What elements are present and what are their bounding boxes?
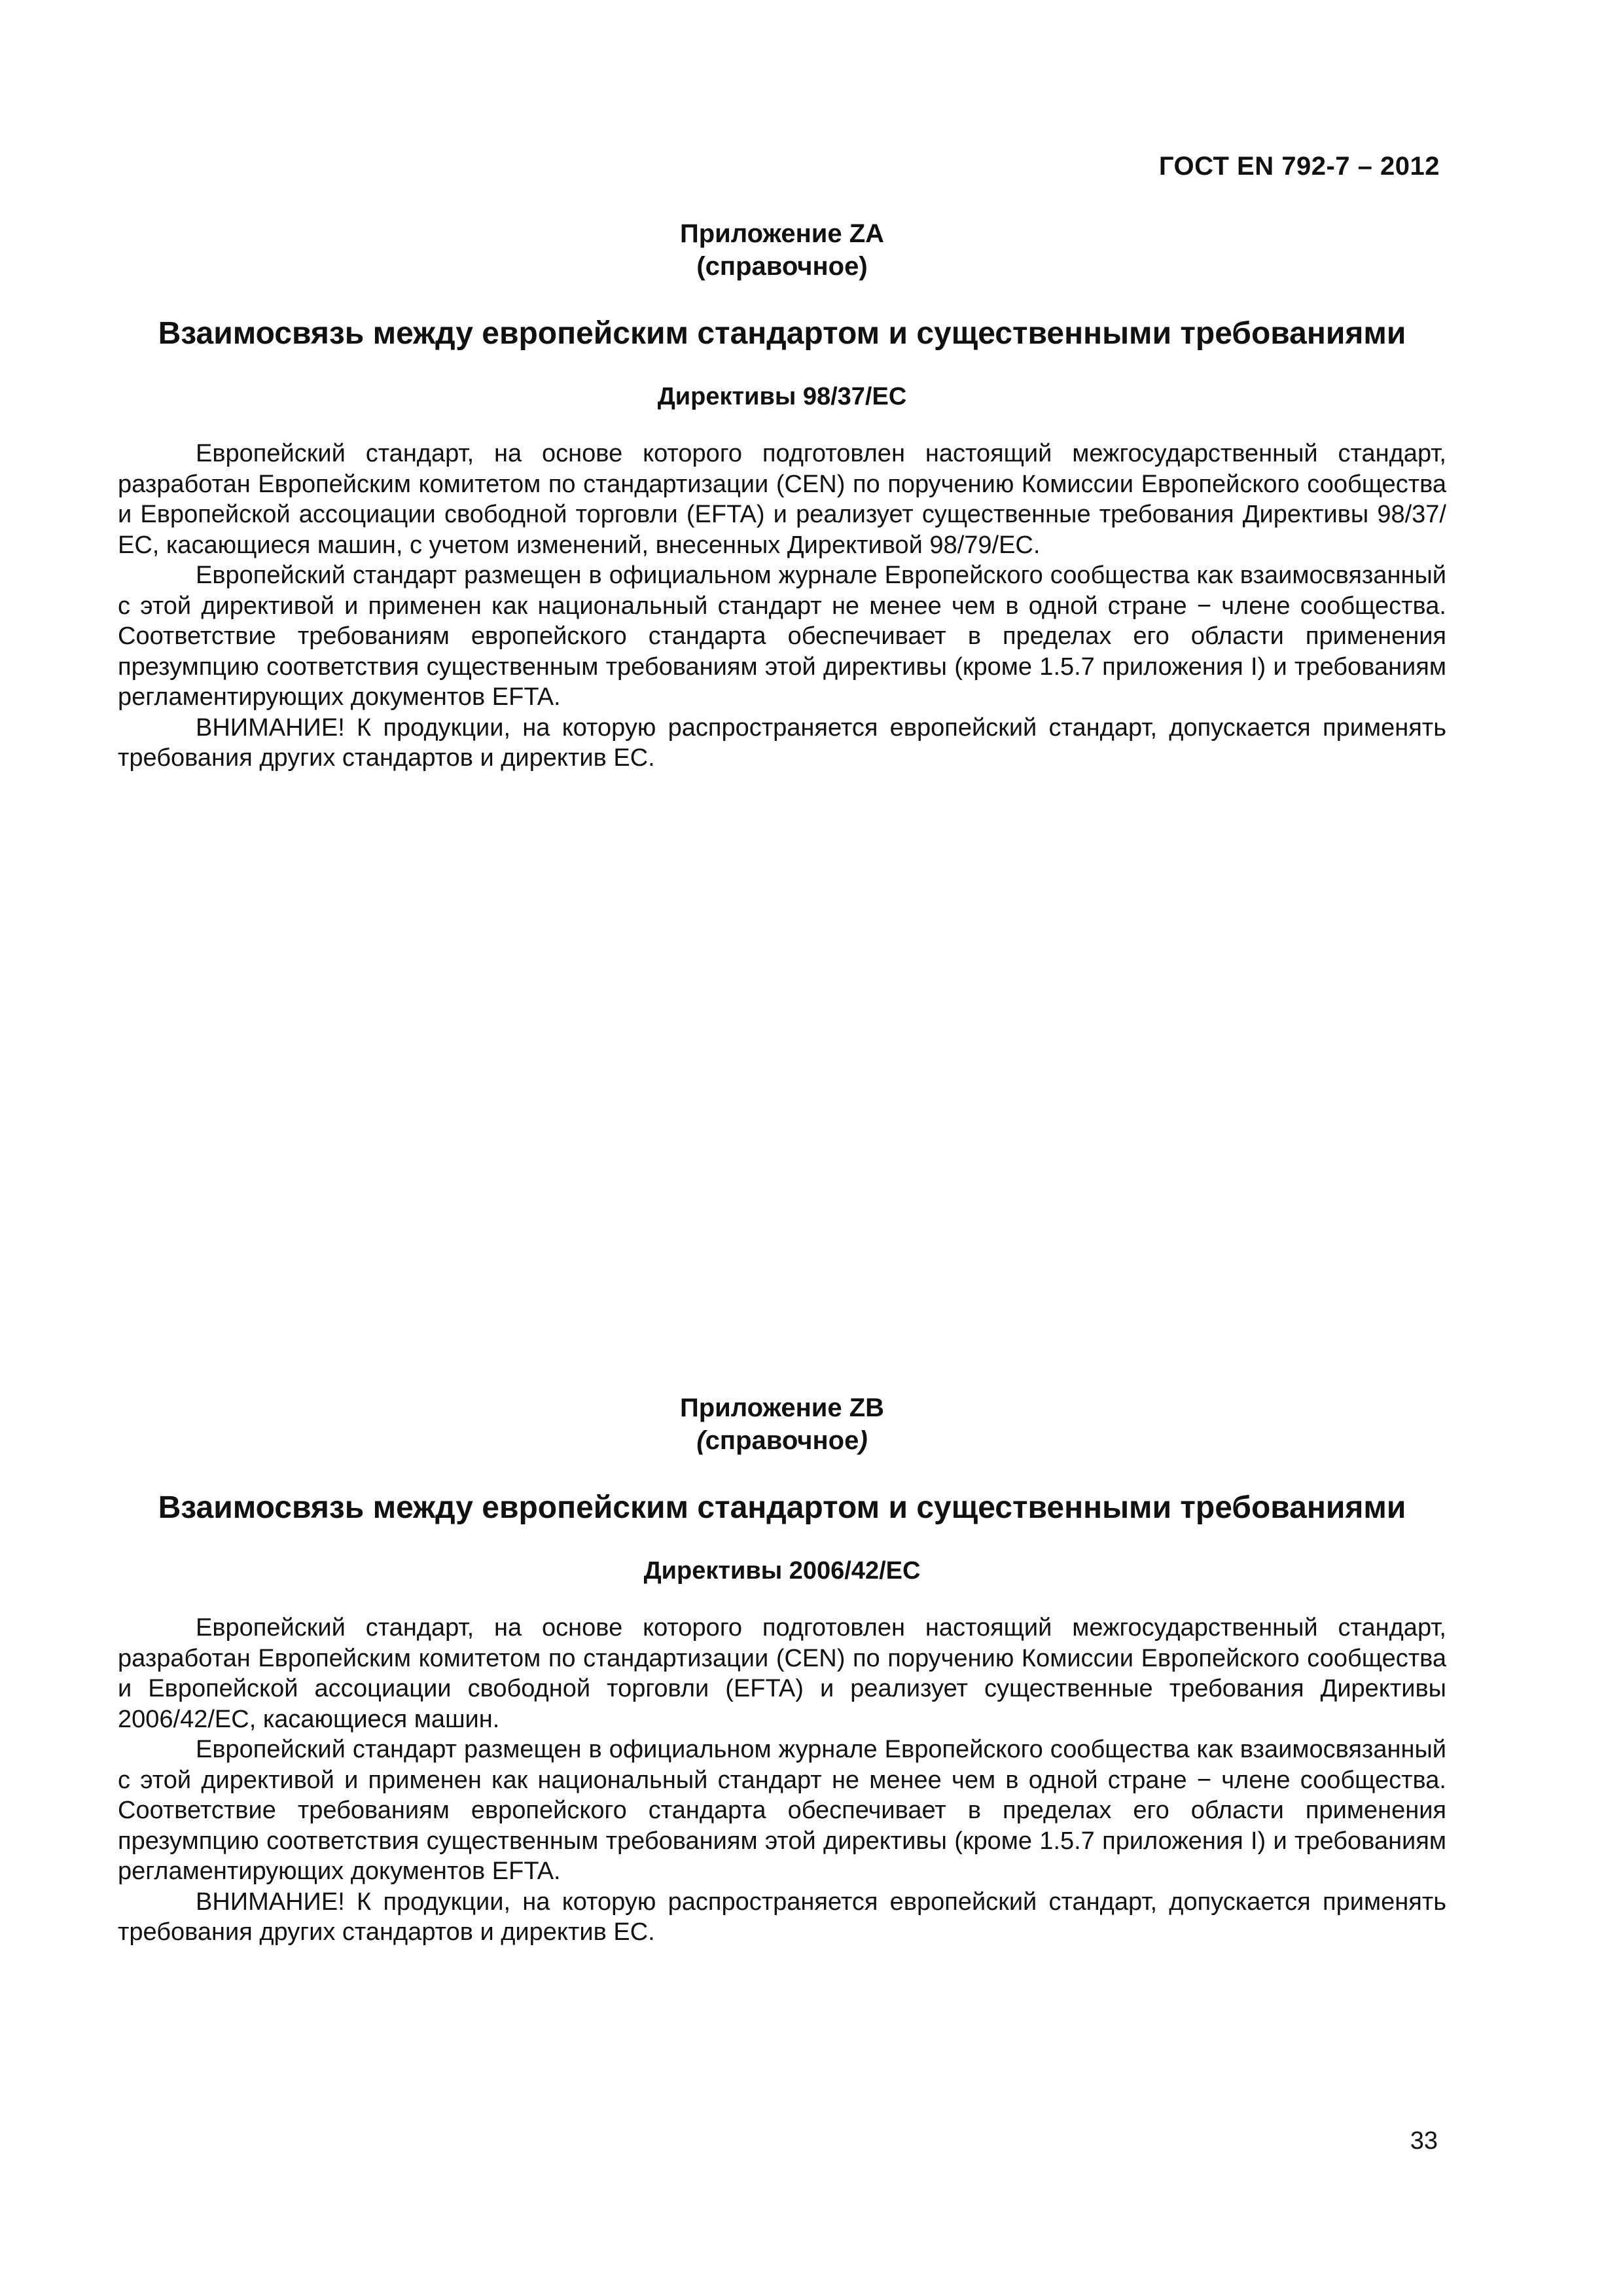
annex-kind-close-paren: ) <box>859 1426 868 1455</box>
standard-code: ГОСТ EN 792-7 – 2012 <box>1158 152 1440 181</box>
annex-zb <box>118 1391 1446 1948</box>
paragraph: ВНИМАНИЕ! К продукции, на которую распространяется европейский стандарт, допускается применять требования других стандартов и директив ЕС. <box>118 713 1446 772</box>
directive-title: Директивы 98/37/ЕС <box>657 383 907 410</box>
annex-kind-word: справочное <box>705 1426 859 1455</box>
annex-title: Приложение ZB <box>679 1393 885 1422</box>
page-number: 33 <box>1410 2127 1438 2155</box>
annex-kind-open-paren: ( <box>696 1426 705 1455</box>
annex-heading: Взаимосвязь между европейским стандартом и существенными требованиями <box>158 316 1406 351</box>
paragraph: Европейский стандарт, на основе которого подготовлен настоящий межгосударственный стандарт, разработан Европейским комитетом по стандартизации (CEN) по поручению Комиссии Европейского сообщества и Европейской ассоциации свободной торговли (EFTA) и реализует существенные требования Директивы 2006/42/ЕС, касающиеся машин. <box>118 1614 1446 1733</box>
annex-body <box>118 1613 1446 1948</box>
annex-title: Приложение ZA <box>679 219 885 248</box>
paragraph: Европейский стандарт размещен в официальном журнале Европейского сообщества как взаимосвязанный с этой директивой и применен как национальный стандарт не менее чем в одной стране − члене сообщества. Соответствие требованиям европейского стандарта обеспечивает в пределах его области применения презумпцию соответствия существенным требованиям этой директивы (кроме 1.5.7 приложения I) и требованиям регламентирующих документов EFTA. <box>118 1736 1446 1885</box>
annex-kind: (справочное) <box>696 252 868 281</box>
annex-kind <box>118 1424 1446 1457</box>
annex-body <box>118 439 1446 774</box>
directive-title: Директивы 2006/42/ЕС <box>643 1557 921 1585</box>
annex-za <box>118 217 1446 774</box>
paragraph: ВНИМАНИЕ! К продукции, на которую распространяется европейский стандарт, допускается применять требования других стандартов и директив ЕС. <box>118 1888 1446 1946</box>
paragraph: Европейский стандарт размещен в официальном журнале Европейского сообщества как взаимосвязанный с этой директивой и применен как национальный стандарт не менее чем в одной стране − члене сообщества. Соответствие требованиям европейского стандарта обеспечивает в пределах его области применения презумпцию соответствия существенным требованиям этой директивы (кроме 1.5.7 приложения I) и требованиям регламентирующих документов EFTA. <box>118 562 1446 711</box>
paragraph: Европейский стандарт, на основе которого подготовлен настоящий межгосударственный стандарт, разработан Европейским комитетом по стандартизации (CEN) по поручению Комиссии Европейского сообщества и Европейской ассоциации свободной торговли (EFTA) и реализует существенные требования Директивы 98/37/ЕС, касающиеся машин, с учетом изменений, внесенных Директивой 98/79/ЕС. <box>118 440 1446 559</box>
annex-heading: Взаимосвязь между европейским стандартом и существенными требованиями <box>158 1490 1406 1525</box>
